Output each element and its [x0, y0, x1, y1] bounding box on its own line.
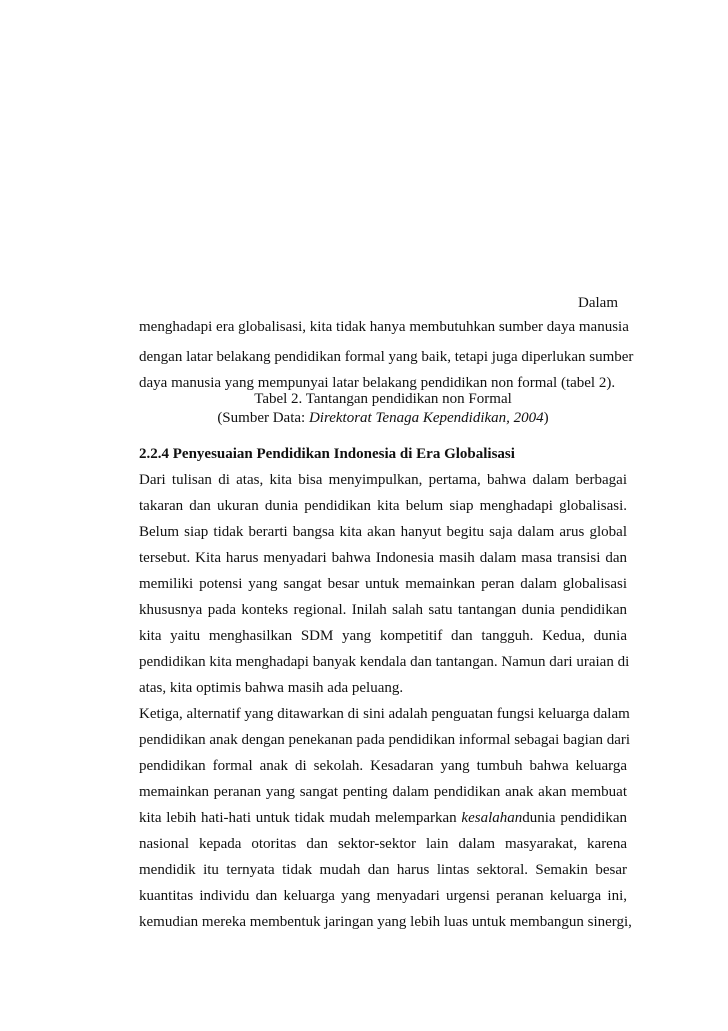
source-suffix: ): [543, 410, 549, 426]
paragraph-line: takaran dan ukuran dunia pendidikan kita belum siap menghadapi globalisasi.: [139, 498, 627, 514]
paragraph-line: mendidik itu ternyata tidak mudah dan harus lintas sektoral. Semakin besar: [139, 862, 627, 878]
paragraph-line: memainkan peranan yang sangat penting dalam pendidikan anak akan membuat: [139, 784, 627, 800]
italic-term: kesalahan: [461, 810, 523, 826]
intro-line: dengan latar belakang pendidikan formal yang baik, tetapi juga diperlukan sumber: [139, 349, 634, 365]
paragraph-line: pendidikan formal anak di sekolah. Kesadaran yang tumbuh bahwa keluarga: [139, 758, 627, 774]
source-prefix: (Sumber Data:: [217, 410, 309, 426]
paragraph-line: kuantitas individu dan keluarga yang menyadari urgensi peranan keluarga ini,: [139, 888, 627, 904]
paragraph-line: tersebut. Kita harus menyadari bahwa Indonesia masih dalam masa transisi dan: [139, 550, 627, 566]
paragraph-line: kemudian mereka membentuk jaringan yang lebih luas untuk membangun sinergi,: [139, 914, 632, 930]
table-caption-title: Tabel 2. Tantangan pendidikan non Formal: [254, 391, 512, 407]
paragraph-line: pendidikan kita menghadapi banyak kendala dan tantangan. Namun dari uraian di: [139, 654, 630, 670]
paragraph-line: Belum siap tidak berarti bangsa kita akan hanyut begitu saja dalam arus global: [139, 524, 627, 540]
paragraph-line-italic: [139, 808, 627, 828]
intro-line: menghadapi era globalisasi, kita tidak hanya membutuhkan sumber daya manusia: [139, 319, 629, 335]
paragraph-line: Ketiga, alternatif yang ditawarkan di sini adalah penguatan fungsi keluarga dalam: [139, 706, 630, 722]
intro-fragment: Dalam: [578, 295, 618, 311]
line-text: dunia pendidikan: [522, 810, 627, 826]
line-text: kita lebih hati-hati untuk tidak mudah melemparkan: [139, 810, 462, 826]
intro-line: daya manusia yang mempunyai latar belakang pendidikan non formal (tabel 2).: [139, 375, 616, 391]
paragraph-line: Dari tulisan di atas, kita bisa menyimpulkan, pertama, bahwa dalam berbagai: [139, 472, 627, 488]
paragraph-line: kita yaitu menghasilkan SDM yang kompetitif dan tangguh. Kedua, dunia: [139, 628, 627, 644]
source-reference: Direktorat Tenaga Kependidikan, 2004: [308, 410, 544, 426]
paragraph-line: memiliki potensi yang sangat besar untuk memainkan peran dalam globalisasi: [139, 576, 627, 592]
paragraph-line: khususnya pada konteks regional. Inilah salah satu tantangan dunia pendidikan: [139, 602, 627, 618]
paragraph-line: pendidikan anak dengan penekanan pada pendidikan informal sebagai bagian dari: [139, 732, 631, 748]
table-caption-source: [139, 408, 627, 428]
paragraph-line: atas, kita optimis bahwa masih ada peluang.: [139, 680, 404, 696]
section-heading: 2.2.4 Penyesuaian Pendidikan Indonesia di Era Globalisasi: [139, 446, 515, 462]
paragraph-line: nasional kepada otoritas dan sektor-sektor lain dalam masyarakat, karena: [139, 836, 627, 852]
